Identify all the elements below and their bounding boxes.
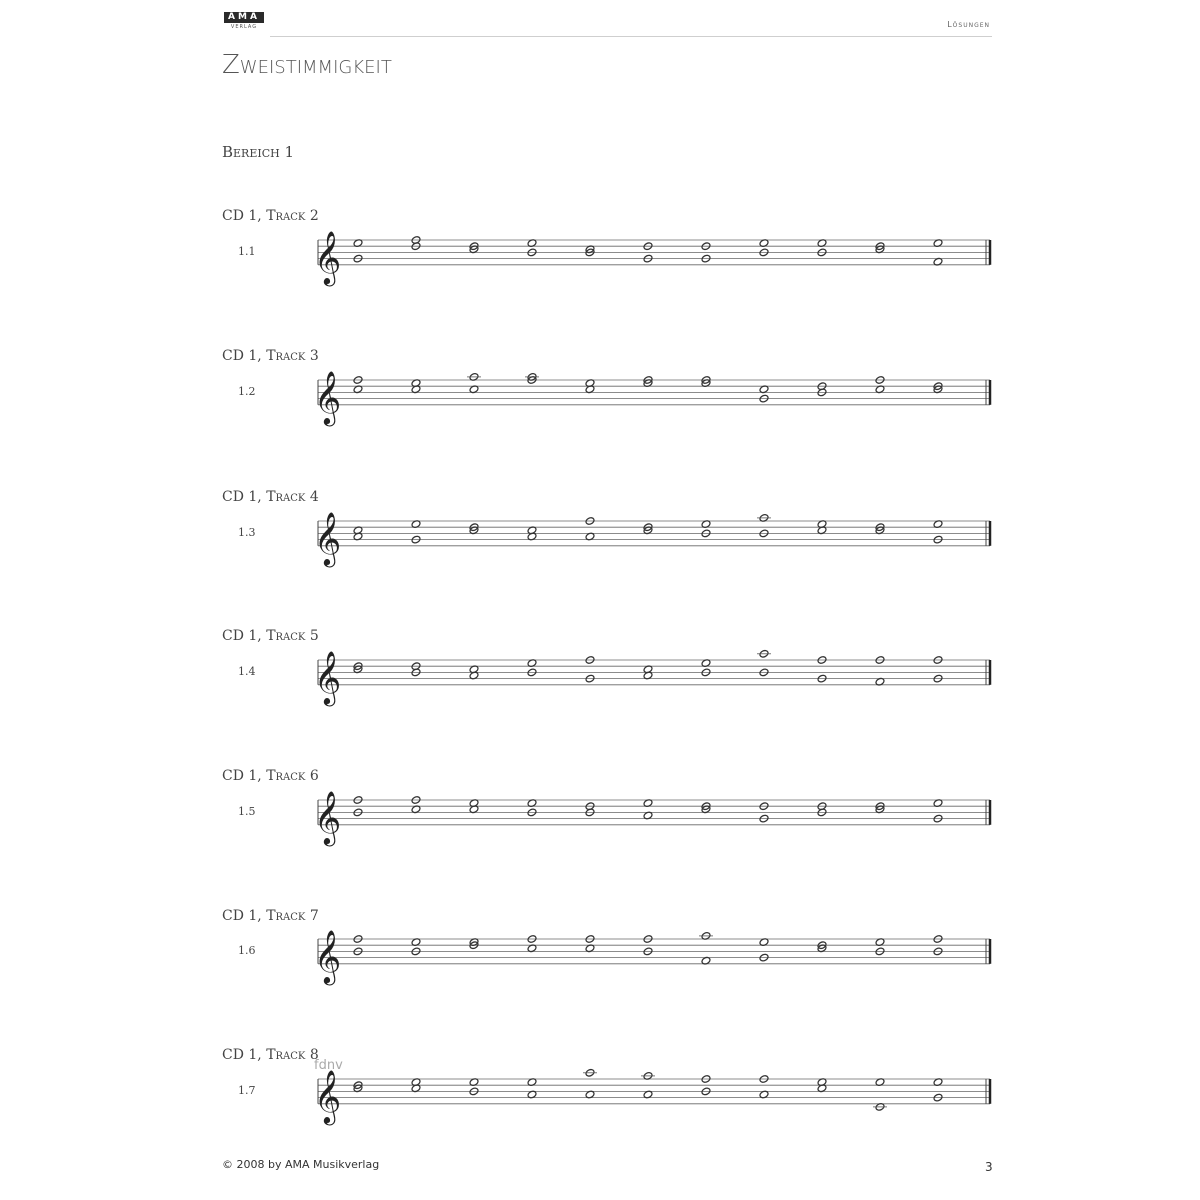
logo-text: AMA — [224, 12, 264, 23]
svg-text:𝄞: 𝄞 — [314, 649, 342, 704]
music-staff-3 — [300, 503, 1000, 583]
copyright: © 2008 by AMA Musikverlag — [222, 1158, 380, 1171]
exercise-number-7: 1.7 — [238, 1084, 256, 1097]
page-title: Zweistimmigkeit — [222, 50, 392, 80]
svg-text:𝄞: 𝄞 — [314, 1068, 342, 1123]
exercise-number-1: 1.1 — [238, 245, 256, 258]
svg-text:𝄞: 𝄞 — [314, 369, 342, 424]
page-number: 3 — [985, 1160, 993, 1174]
exercise-number-4: 1.4 — [238, 665, 256, 678]
music-staff-4 — [300, 642, 1000, 722]
exercise-number-3: 1.3 — [238, 526, 256, 539]
section-heading: Bereich 1 — [222, 143, 295, 161]
svg-text:𝄞: 𝄞 — [314, 789, 342, 844]
exercise-number-5: 1.5 — [238, 805, 256, 818]
music-staff-5 — [300, 782, 1000, 862]
exercise-number-2: 1.2 — [238, 385, 256, 398]
logo-subtext: VERLAG — [230, 24, 258, 30]
music-staff-7 — [300, 1061, 1000, 1141]
track-label-3: CD 1, Track 4 — [222, 489, 319, 505]
running-head: Lösungen — [947, 20, 990, 29]
track-label-1: CD 1, Track 2 — [222, 208, 319, 224]
track-label-2: CD 1, Track 3 — [222, 348, 319, 364]
music-staff-2 — [300, 362, 1000, 442]
svg-text:𝄞: 𝄞 — [314, 928, 342, 983]
track-label-5: CD 1, Track 6 — [222, 768, 319, 784]
watermark: fdnv — [314, 1058, 343, 1073]
svg-text:𝄞: 𝄞 — [314, 229, 342, 284]
header-rule — [270, 36, 992, 37]
track-label-7: CD 1, Track 8 — [222, 1047, 319, 1063]
svg-text:𝄞: 𝄞 — [314, 510, 342, 565]
track-label-6: CD 1, Track 7 — [222, 908, 319, 924]
track-label-4: CD 1, Track 5 — [222, 628, 319, 644]
music-staff-1 — [300, 222, 1000, 302]
publisher-logo — [224, 12, 264, 32]
music-staff-6 — [300, 921, 1000, 1001]
exercise-number-6: 1.6 — [238, 944, 256, 957]
